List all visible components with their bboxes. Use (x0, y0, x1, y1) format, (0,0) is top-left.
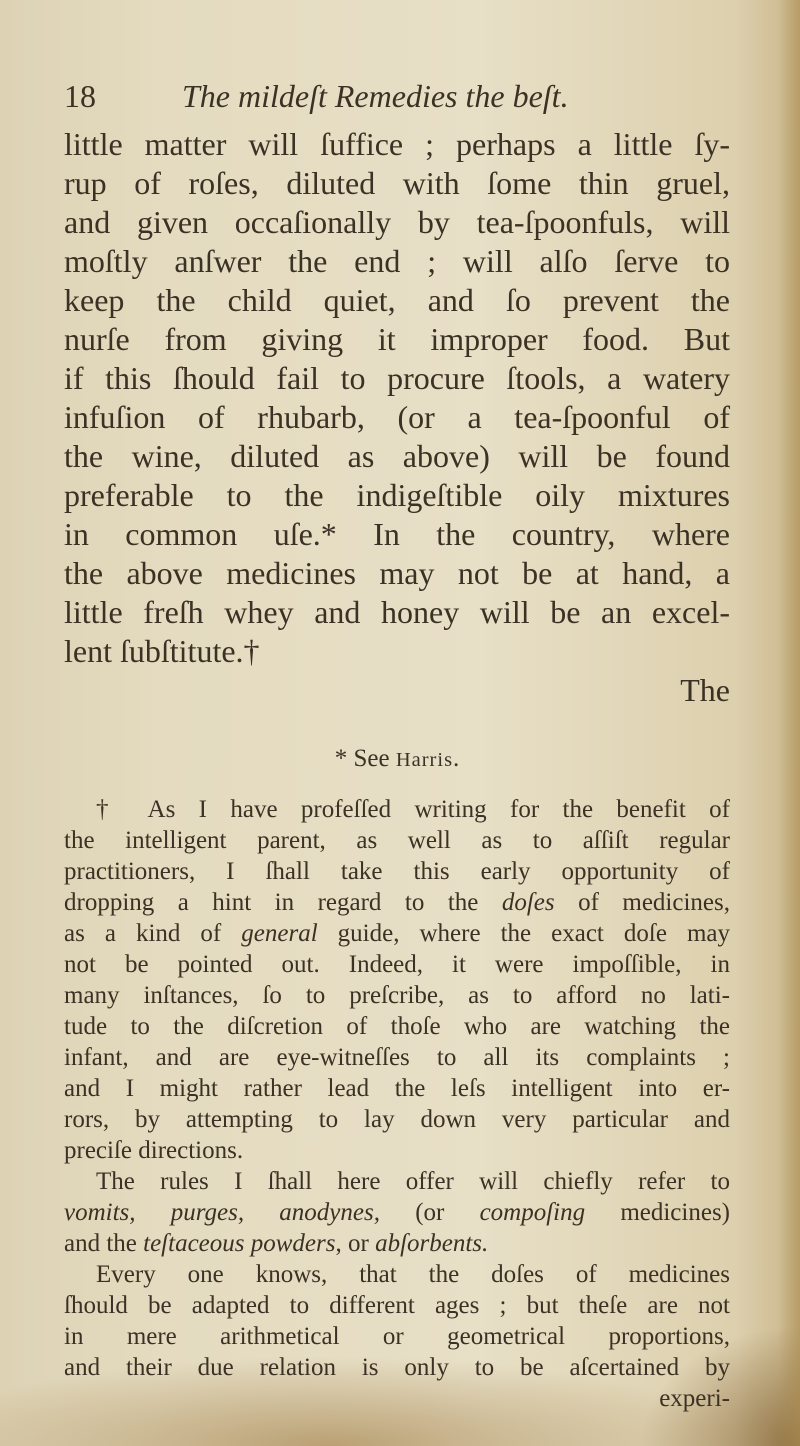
text-line (64, 321, 730, 358)
text-line (64, 1323, 730, 1351)
text-line (64, 1106, 730, 1134)
text-segment: The rules I ſhall here offer will chiefly refer to (96, 1168, 730, 1195)
text-segment: (or (379, 1199, 480, 1226)
running-title: The mildeſt Remedies the beſt. (182, 78, 569, 114)
text-segment: little freſh whey and honey will be an excel- (64, 594, 730, 630)
text-line (64, 1044, 730, 1072)
text-segment: if this ſhould fail to procure ſtools, a watery (64, 360, 730, 396)
text-segment: guide, where the exact doſe may (317, 920, 730, 947)
text-segment: † As I have profeſſed writing for the benefit of (96, 796, 730, 823)
italic-text: vomits, purges, anodynes, (64, 1199, 380, 1226)
text-line (64, 672, 730, 709)
text-segment: in common uſe.* In the country, where (64, 516, 730, 552)
text-line (64, 951, 730, 979)
text-segment: little matter will ſuffice ; perhaps a little ſy- (64, 126, 730, 162)
text-line (64, 555, 730, 592)
text-line (64, 1385, 730, 1413)
page-number: 18 (64, 78, 96, 114)
text-line (64, 438, 730, 475)
text-line (64, 399, 730, 436)
text-line (64, 204, 730, 241)
text-segment: preferable to the indigeſtible oily mixtures (64, 477, 730, 513)
text-segment: , or (335, 1230, 376, 1257)
text-segment: and I might rather lead the leſs intelligent into er- (64, 1075, 730, 1102)
italic-text: teſtaceous powders (143, 1230, 336, 1257)
text-segment: The (680, 672, 730, 708)
italic-text: general (241, 920, 318, 947)
text-line (64, 1261, 730, 1289)
text-line (64, 858, 730, 886)
text-line (64, 796, 730, 824)
text-line (64, 594, 730, 631)
text-line (64, 1137, 730, 1165)
text-line (64, 1354, 730, 1382)
italic-text: abſorbents. (375, 1230, 489, 1257)
text-line (64, 126, 730, 163)
text-segment: in mere arithmetical or geometrical proportions, (64, 1323, 730, 1350)
text-segment: preciſe directions. (64, 1137, 244, 1164)
text-line (64, 1013, 730, 1041)
text-line (64, 1168, 730, 1196)
text-line (64, 1075, 730, 1103)
text-segment: and their due relation is only to be aſcertained by (64, 1354, 730, 1381)
text-line (64, 516, 730, 553)
text-segment: Every one knows, that the doſes of medicines (96, 1261, 730, 1288)
text-segment: keep the child quiet, and ſo prevent the (64, 282, 730, 318)
footnote-star-name: Harris (395, 749, 454, 771)
text-segment: and given occaſionally by tea-ſpoonfuls, will (64, 204, 730, 240)
text-segment: experi- (659, 1385, 730, 1412)
text-segment: the intelligent parent, as well as to aſſiſt regular (64, 827, 730, 854)
text-segment: medicines) (585, 1199, 730, 1226)
text-segment: rors, by attempting to lay down very particular and (64, 1106, 730, 1133)
text-segment: infuſion of rhubarb, (or a tea-ſpoonful of (64, 399, 730, 435)
text-segment: lent ſubſtitute.† (64, 633, 260, 669)
text-segment: moſtly anſwer the end ; will alſo ſerve to (64, 243, 730, 279)
text-segment: the above medicines may not be at hand, a (64, 555, 730, 591)
text-segment: rup of roſes, diluted with ſome thin gruel, (64, 165, 730, 201)
text-line (64, 243, 730, 280)
text-segment: of medicines, (554, 889, 730, 916)
text-line (64, 360, 730, 397)
text-line (64, 1230, 730, 1258)
text-line (64, 1292, 730, 1320)
page-edge-shadow (778, 0, 800, 1446)
text-line (64, 920, 730, 948)
text-segment: infant, and are eye-witneſſes to all its complaints ; (64, 1044, 730, 1071)
italic-text: compoſing (479, 1199, 586, 1226)
text-line (64, 165, 730, 202)
text-segment: as a kind of (64, 920, 242, 947)
text-segment: practitioners, I ſhall take this early opportunity of (64, 858, 730, 885)
text-line (64, 282, 730, 319)
footnote-star-suffix: . (453, 745, 460, 772)
footnote-star (64, 745, 730, 773)
text-line (64, 827, 730, 855)
text-segment: not be pointed out. Indeed, it were impoſſible, in (64, 951, 730, 978)
text-line (64, 477, 730, 514)
running-header (64, 78, 730, 118)
text-segment: ſhould be adapted to different ages ; but theſe are not (64, 1292, 730, 1319)
italic-text: doſes (501, 889, 555, 916)
text-segment: and the (64, 1230, 144, 1257)
text-segment: tude to the diſcretion of thoſe who are watching the (64, 1013, 730, 1040)
text-segment: many inſtances, ſo to preſcribe, as to afford no lati- (64, 982, 730, 1009)
text-line (64, 889, 730, 917)
text-segment: dropping a hint in regard to the (64, 889, 502, 916)
text-line (64, 1199, 730, 1227)
text-segment: the wine, diluted as above) will be found (64, 438, 730, 474)
footnote-star-prefix: * See (334, 745, 396, 772)
text-line (64, 633, 730, 670)
text-segment: nurſe from giving it improper food. But (64, 321, 730, 357)
text-line (64, 982, 730, 1010)
